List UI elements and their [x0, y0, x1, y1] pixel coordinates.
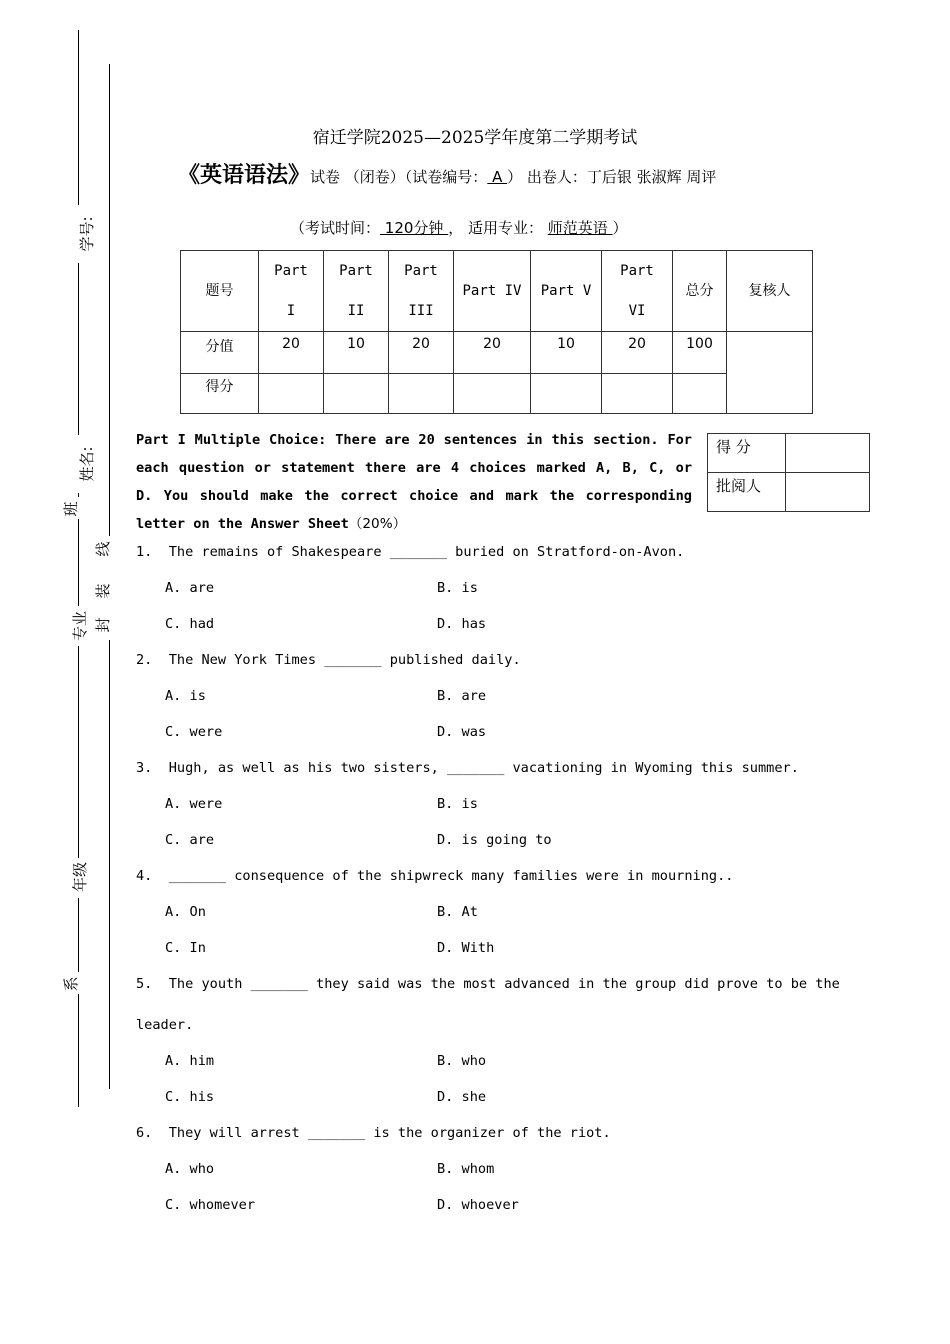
- seal-line-char-xian: 线: [94, 541, 112, 557]
- exam-header: 宿迁学院2025—2025学年度第二学期考试: [312, 128, 638, 148]
- part-numeral: III: [408, 303, 434, 319]
- header-cell-part-5: Part V: [531, 251, 602, 332]
- question-5-option-d[interactable]: D. she: [437, 1089, 487, 1105]
- question-3-option-b[interactable]: B. is: [437, 796, 478, 812]
- value-cell: 20: [454, 332, 531, 374]
- department-label: 系: [62, 976, 80, 992]
- header-cell-part-2: [324, 251, 389, 332]
- exam-time-prefix: （考试时间：: [290, 219, 381, 237]
- question-6-option-c[interactable]: C. whomever: [165, 1197, 256, 1213]
- question-2-stem: 2. The New York Times _______ published daily.: [136, 652, 521, 668]
- question-3-option-c[interactable]: C. are: [165, 832, 215, 848]
- score-cell[interactable]: [259, 374, 324, 414]
- question-4-stem: 4. _______ consequence of the shipwreck many families were in mourning..: [136, 868, 734, 884]
- question-1-option-c[interactable]: C. had: [165, 616, 215, 632]
- major-label: 专业: [71, 611, 89, 642]
- score-cell[interactable]: [389, 374, 454, 414]
- course-title: 《英语语法》: [178, 163, 311, 188]
- header-cell-part-3: [389, 251, 454, 332]
- grade-label: 年级: [71, 862, 89, 893]
- question-5-option-a[interactable]: A. him: [165, 1053, 215, 1069]
- question-1-stem: 1. The remains of Shakespeare _______ buried on Stratford-on-Avon.: [136, 544, 685, 560]
- part-numeral: I: [286, 303, 296, 319]
- question-5-option-c[interactable]: C. his: [165, 1089, 215, 1105]
- value-cell: 20: [389, 332, 454, 374]
- score-cell[interactable]: [602, 374, 673, 414]
- part-numeral: VI: [628, 303, 646, 319]
- seal-line-char-feng: 封: [94, 617, 112, 633]
- question-1-option-a[interactable]: A. are: [165, 580, 215, 596]
- applicable-major: 师范英语: [547, 219, 613, 237]
- grading-grader-label: 批阅人: [708, 473, 786, 512]
- question-2-option-b[interactable]: B. are: [437, 688, 487, 704]
- paper-authors: ） 出卷人：丁后银 张淑辉 周评: [507, 168, 717, 186]
- major-prefix: ， 适用专业：: [448, 219, 548, 237]
- question-4-option-a[interactable]: A. On: [165, 904, 206, 920]
- exam-title-line: [178, 158, 716, 189]
- part1-instructions-text: Part I Multiple Choice: There are 20 sentences in this section. For each question or statement there are 4 choices marked A, B, C, or D. You should make the correct choice and mark the corresponding letter on the Answer Sheet: [136, 432, 692, 532]
- value-row-label: 分值: [181, 332, 259, 374]
- part-numeral: II: [347, 303, 365, 319]
- question-4-option-b[interactable]: B. At: [437, 904, 478, 920]
- part1-instructions: [136, 426, 692, 538]
- part1-points: （20%）: [348, 516, 407, 532]
- score-cell-total[interactable]: [673, 374, 727, 414]
- question-6-option-b[interactable]: B. whom: [437, 1161, 495, 1177]
- grading-grader-cell[interactable]: [786, 473, 870, 512]
- binding-line-outer: [78, 30, 79, 1107]
- part-label: Part: [274, 263, 308, 279]
- grading-score-label: 得 分: [708, 434, 786, 473]
- header-cell-question-no: 题号: [181, 251, 259, 332]
- value-cell-total: 100: [673, 332, 727, 374]
- reviewer-cell[interactable]: [727, 332, 813, 414]
- header-cell-reviewer: 复核人: [727, 251, 813, 332]
- question-3-stem: 3. Hugh, as well as his two sisters, _______ vacationing in Wyoming this summer.: [136, 760, 799, 776]
- question-2-option-c[interactable]: C. were: [165, 724, 223, 740]
- header-cell-part-4: Part IV: [454, 251, 531, 332]
- question-6-option-d[interactable]: D. whoever: [437, 1197, 519, 1213]
- score-cell[interactable]: [324, 374, 389, 414]
- student-id-label: 学号:: [78, 216, 96, 252]
- score-cell[interactable]: [531, 374, 602, 414]
- exam-info-line: [290, 217, 628, 238]
- paper-code: A: [487, 168, 508, 186]
- value-cell: 20: [602, 332, 673, 374]
- exam-time: 120分钟: [380, 219, 449, 237]
- question-3-option-d[interactable]: D. is going to: [437, 832, 552, 848]
- grading-score-cell[interactable]: [786, 434, 870, 473]
- value-cell: 10: [531, 332, 602, 374]
- question-5-stem: 5. The youth _______ they said was the most advanced in the group did prove to be the: [136, 976, 840, 992]
- exam-info-suffix: ）: [612, 219, 628, 237]
- question-5-option-b[interactable]: B. who: [437, 1053, 487, 1069]
- value-cell: 10: [324, 332, 389, 374]
- score-row-label: 得分: [181, 374, 259, 414]
- header-cell-part-6: [602, 251, 673, 332]
- question-6-option-a[interactable]: A. who: [165, 1161, 215, 1177]
- grading-box: [707, 433, 870, 512]
- question-2-option-a[interactable]: A. is: [165, 688, 206, 704]
- part-label: Part: [404, 263, 438, 279]
- header-cell-total: 总分: [673, 251, 727, 332]
- class-label: 班: [62, 501, 80, 517]
- question-5-stem-continued: leader.: [136, 1017, 194, 1033]
- question-2-option-d[interactable]: D. was: [437, 724, 487, 740]
- seal-line-char-zhuang: 装: [94, 583, 112, 599]
- question-1-option-d[interactable]: D. has: [437, 616, 487, 632]
- name-label: 姓名:: [78, 446, 96, 482]
- part-label: Part: [620, 263, 654, 279]
- value-cell: 20: [259, 332, 324, 374]
- score-table: [180, 250, 813, 414]
- question-3-option-a[interactable]: A. were: [165, 796, 223, 812]
- score-cell[interactable]: [454, 374, 531, 414]
- question-6-stem: 6. They will arrest _______ is the organizer of the riot.: [136, 1125, 611, 1141]
- part-label: Part: [339, 263, 373, 279]
- question-4-option-c[interactable]: C. In: [165, 940, 206, 956]
- question-1-option-b[interactable]: B. is: [437, 580, 478, 596]
- header-cell-part-1: [259, 251, 324, 332]
- question-4-option-d[interactable]: D. With: [437, 940, 495, 956]
- paper-label: 试卷 （闭卷）（试卷编号：: [310, 168, 488, 186]
